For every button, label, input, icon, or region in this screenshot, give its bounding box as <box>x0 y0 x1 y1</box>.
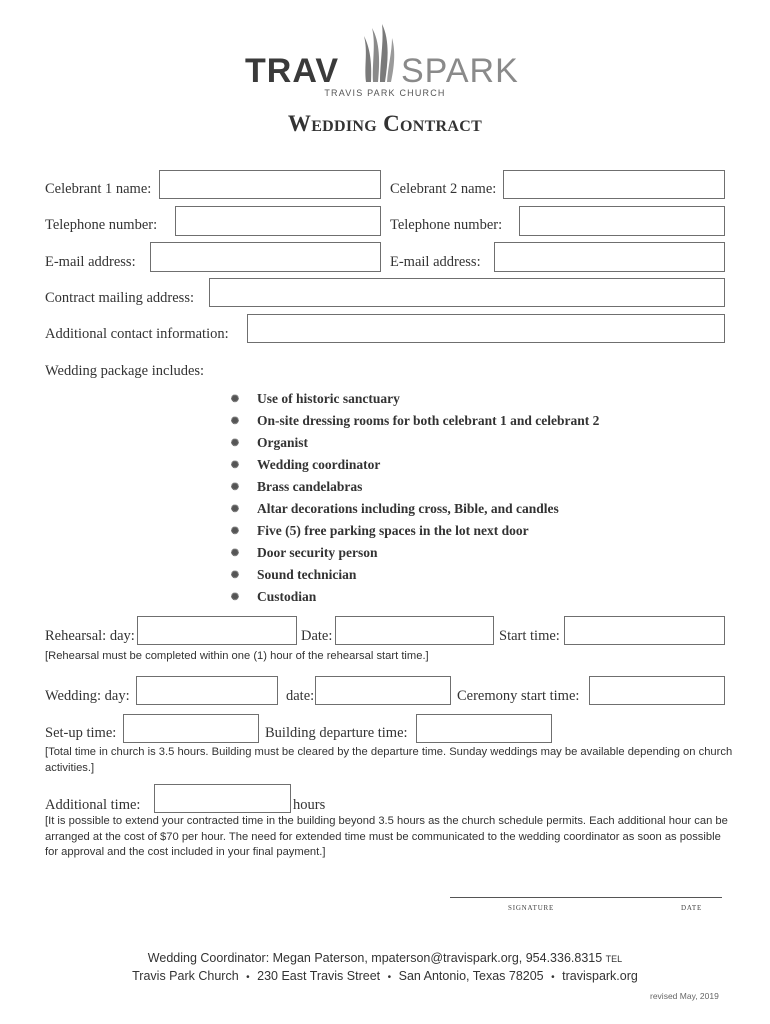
email2-field[interactable] <box>494 242 725 272</box>
list-item: ✺ Altar decorations including cross, Bible, and candles <box>228 501 559 517</box>
email1-label: E-mail address: <box>45 254 136 270</box>
sun-bullet-icon: ✺ <box>230 504 240 515</box>
sun-bullet-icon: ✺ <box>230 548 240 559</box>
rehearsal-day-label: Rehearsal: day: <box>45 628 135 644</box>
list-item: ✺ Sound technician <box>228 567 356 583</box>
logo-wordmark-right: SPARK <box>401 52 519 90</box>
telephone1-field[interactable] <box>175 206 381 236</box>
website-link[interactable]: travispark.org <box>562 969 638 983</box>
church-name: Travis Park Church <box>132 969 239 983</box>
list-item: ✺ Door security person <box>228 545 378 561</box>
mailing-address-label: Contract mailing address: <box>45 290 194 306</box>
additional-time-note: [It is possible to extend your contracted time in the building beyond 3.5 hours as the church schedule permits. Each additional hour can be arranged at the cost of $70 per hour. The need for extended time must be communicated to the wedding coordinator as soon as possible for approval and the cost included in your final payment.] <box>45 815 728 858</box>
departure-time-label: Building departure time: <box>265 725 408 741</box>
footer-address <box>0 969 770 983</box>
page-title: Wedding Contract <box>287 111 483 136</box>
celebrant1-name-field[interactable] <box>159 170 381 199</box>
wedding-day-label: Wedding: day: <box>45 688 130 704</box>
package-label: Wedding package includes: <box>45 363 205 379</box>
bullet-separator: • <box>551 972 555 983</box>
list-item: ✺ Custodian <box>228 589 316 605</box>
telephone2-label: Telephone number: <box>390 217 503 233</box>
setup-time-field[interactable] <box>123 714 259 743</box>
list-item: ✺ Five (5) free parking spaces in the lot next door <box>228 523 529 539</box>
list-item: ✺ On-site dressing rooms for both celebrant 1 and celebrant 2 <box>228 413 599 429</box>
signature-line[interactable] <box>450 897 722 898</box>
sun-bullet-icon: ✺ <box>230 526 240 537</box>
celebrant1-name-label: Celebrant 1 name: <box>45 181 152 197</box>
sun-bullet-icon: ✺ <box>230 416 240 427</box>
bullet-separator: • <box>387 972 392 983</box>
wedding-date-label: date: <box>286 688 315 704</box>
city-address: San Antonio, Texas 78205 <box>398 969 544 983</box>
rehearsal-day-field[interactable] <box>137 616 297 645</box>
rehearsal-date-label: Date: <box>301 628 333 644</box>
list-item: ✺ Brass candelabras <box>228 479 362 495</box>
logo-subtitle: TRAVIS PARK CHURCH <box>324 88 446 98</box>
list-item: ✺ Use of historic sanctuary <box>228 391 400 407</box>
wedding-note: [Total time in church is 3.5 hours. Building must be cleared by the departure time. Sunday weddings may be available depending on church activities.] <box>45 746 733 774</box>
rehearsal-start-time-field[interactable] <box>564 616 725 645</box>
date-label: date <box>681 902 703 913</box>
footer-coordinator <box>0 951 770 965</box>
sun-bullet-icon: ✺ <box>230 570 240 581</box>
telephone2-field[interactable] <box>519 206 725 236</box>
wedding-day-field[interactable] <box>136 676 278 705</box>
additional-contact-label: Additional contact information: <box>45 326 229 342</box>
mailing-address-field[interactable] <box>209 278 725 307</box>
rehearsal-date-field[interactable] <box>335 616 494 645</box>
signature-label: signature <box>508 902 555 913</box>
street-address: 230 East Travis Street <box>257 969 381 983</box>
additional-time-field[interactable] <box>154 784 291 813</box>
sun-bullet-icon: ✺ <box>230 460 240 471</box>
telephone1-label: Telephone number: <box>45 217 158 233</box>
tel-label: TEL <box>605 954 623 964</box>
additional-time-label: Additional time: <box>45 797 141 813</box>
coordinator-text: Wedding Coordinator: Megan Paterson, mpaterson@travispark.org, 954.336.8315 <box>147 951 603 965</box>
celebrant2-name-label: Celebrant 2 name: <box>390 181 497 197</box>
rehearsal-start-time-label: Start time: <box>499 628 560 644</box>
revised-date: revised May, 2019 <box>650 991 719 1001</box>
email1-field[interactable] <box>150 242 381 272</box>
setup-time-label: Set-up time: <box>45 725 117 741</box>
sun-bullet-icon: ✺ <box>230 592 240 603</box>
departure-time-field[interactable] <box>416 714 552 743</box>
ceremony-start-time-field[interactable] <box>589 676 725 705</box>
bullet-separator: • <box>246 972 250 983</box>
hours-label: hours <box>293 797 326 813</box>
church-logo <box>245 22 525 102</box>
sun-bullet-icon: ✺ <box>230 482 240 493</box>
flame-icon <box>358 22 398 84</box>
list-item: ✺ Wedding coordinator <box>228 457 380 473</box>
celebrant2-name-field[interactable] <box>503 170 725 199</box>
additional-contact-field[interactable] <box>247 314 725 343</box>
email2-label: E-mail address: <box>390 254 481 270</box>
sun-bullet-icon: ✺ <box>230 394 240 405</box>
rehearsal-note: [Rehearsal must be completed within one (1) hour of the rehearsal start time.] <box>45 650 429 662</box>
sun-bullet-icon: ✺ <box>230 438 240 449</box>
logo-wordmark-left: TRAV <box>245 52 340 90</box>
ceremony-start-time-label: Ceremony start time: <box>457 688 580 704</box>
wedding-date-field[interactable] <box>315 676 451 705</box>
list-item: ✺ Organist <box>228 435 308 451</box>
